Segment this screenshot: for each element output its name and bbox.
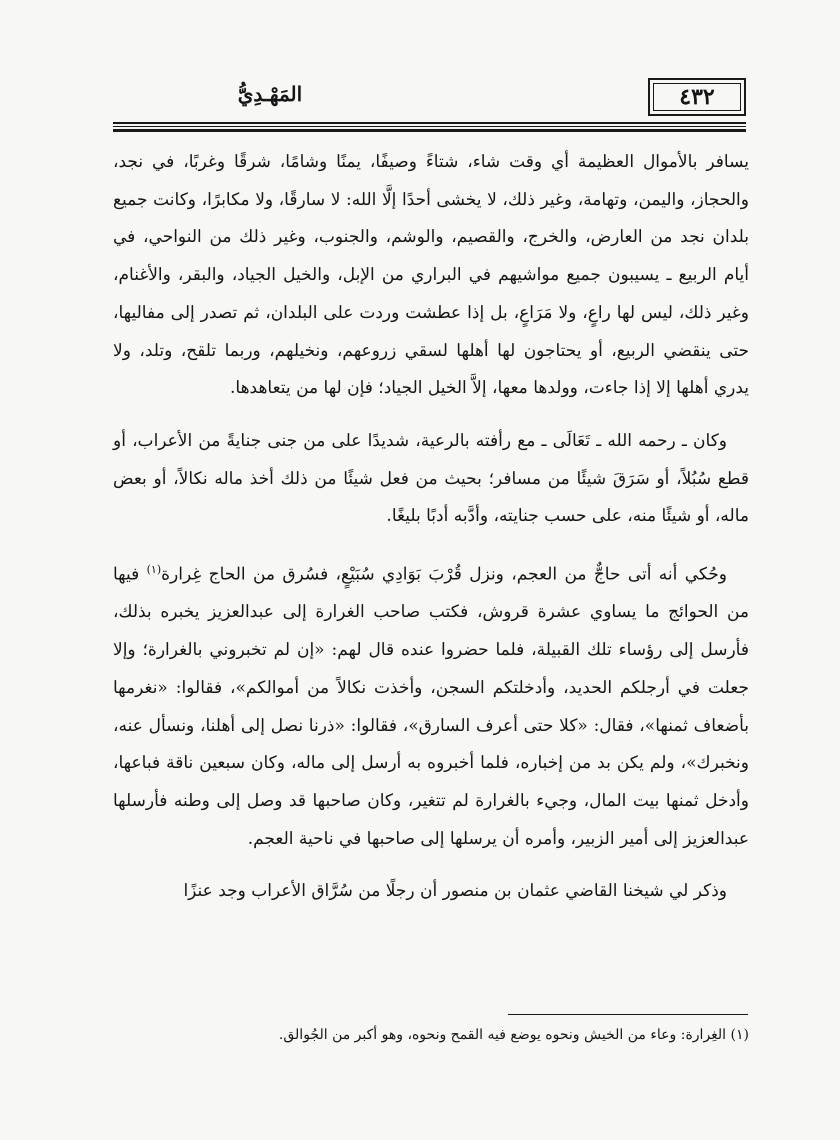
paragraph-continued: يسافر بالأموال العظيمة أي وقت شاء، شتاءً وصيفًا، يمنًا وشامًا، شرقًا وغربًا، في نجد، والحجاز، واليمن، وتهامة، وغير ذلك، لا يخشى أحدًا إلَّا الله: لا سارقًا، ولا مكابرًا، وكانت جميع بلدان نجد من العارض، والخرج، والقصيم، والوشم، والجنوب، وغير ذلك من النواحي، في أيام الربيع ـ يسيبون جميع مواشيهم في البراري من الإبل، والخيل الجياد، والبقر، والأغنام، وغير ذلك، ليس لها راعٍ، ولا مَرَاعٍ، بل إذا عطشت وردت على البلدان، ثم تصدر إلى مفاليها، حتى ينقضي الربيع، أو يحتاجون لها أهلها لسقي زروعهم، ونخيلهم، وربما تلقح، وتلد، ولا يدري أهلها إلا إذا جاءت، وولدها معها، إلاَّ الخيل الجياد؛ فإن لها من يتعاهدها. <box>113 152 749 399</box>
header-rule <box>113 129 746 132</box>
header-rule <box>113 122 746 124</box>
running-title: المَهْـدِيُّ <box>237 82 303 106</box>
paragraph: وكان ـ رحمه الله ـ تَعَالَى ـ مع رأفته بالرعية، شديدًا على من جنى جنايةً من الأعراب، أو قطع سُبُلاً، أو سَرَقَ شيئًا من مسافر؛ بحيث من فعل شيئًا من ذلك أخذ ماله نكالاً، أو بعض ماله، أو شيئًا منه، على حسب جنايته، وأدَّبه أدبًا بليغًا. <box>113 430 749 527</box>
paragraph <box>113 551 749 858</box>
header-rule <box>113 126 746 127</box>
paragraph-text: فيها من الحوائج ما يساوي عشرة قروش، فكتب صاحب الغرارة إلى عبدالعزيز يخبره بذلك، فأرسل إلى رؤساء تلك القبيلة، فلما حضروا عنده قال لهم: «إن لم تخبروني بالغرارة؛ وإلا جعلت في أرجلكم الحديد، وأدخلتكم السجن، وأخذت نكالاً من أموالكم»، فقالوا: «نغرمها بأضعاف ثمنها»، فقال: «كلا حتى أعرف السارق»، فقالوا: «ذرنا نصل إلى أهلنا، ونسأل عنه، ونخبرك»، ولم يكن بد من إخباره، فلما أخبروه به أرسل إلى ماله، وكان سبعين ناقة فباعها، وأدخل ثمنها بيت المال، وجيء بالغرارة لم تتغير، وكان صاحبها قد وصل إلى وطنه فأرسلها عبدالعزيز إلى أمير الزبير، وأمره أن يرسلها إلى صاحبها في ناحية العجم. <box>113 564 749 849</box>
paragraph: وذكر لي شيخنا القاضي عثمان بن منصور أن رجلًا من سُرَّاق الأعراب وجد عنزًا <box>183 881 727 902</box>
footnote-text: الغِرارة: وعاء من الخيش ونحوه يوضع فيه القمح ونحوه، وهو أكبر من الجُوالق. <box>278 1027 727 1043</box>
footnote-divider <box>508 1014 748 1015</box>
footnote-reference[interactable]: (١) <box>146 563 162 577</box>
main-text <box>113 144 749 926</box>
footnote-marker: (١) <box>730 1027 749 1043</box>
page-number-frame <box>648 78 746 116</box>
paragraph-text: وحُكي أنه أتى حاجٌّ من العجم، ونزل قُرْبَ بَوَادِي سُبَيْعٍ، فسُرق من الحاج غِرارة <box>161 564 727 585</box>
footnote <box>113 1022 749 1048</box>
page-number: ٤٣٢ <box>653 83 741 111</box>
